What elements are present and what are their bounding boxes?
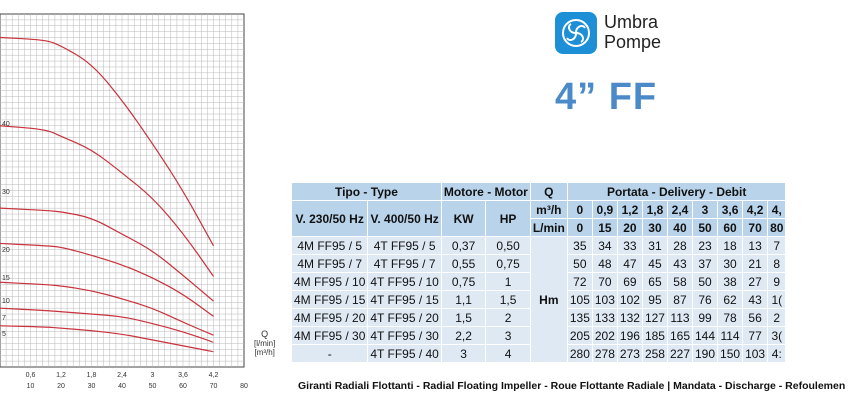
power-kw: 1,1 [441,291,485,309]
flow-lmin-4: 40 [667,219,692,237]
head-value: 48 [592,255,617,273]
head-value: 30 [718,255,743,273]
hdr-type: Tipo - Type [292,183,442,201]
y-tick-label: 15 [2,275,10,282]
flow-lmin-5: 50 [693,219,718,237]
power-hp: 0,75 [486,255,531,273]
model-400: 4T FF95 / 40 [368,345,441,363]
head-value: 21 [743,255,768,273]
flow-lmin-0: 0 [567,219,592,237]
hdr-m3h: m³/h [530,201,567,219]
flow-m3h-7: 4,2 [743,201,768,219]
head-value: 7 [768,237,786,255]
model-400: 4T FF95 / 20 [368,309,441,327]
head-value: 50 [693,273,718,291]
hdr-hp: HP [486,201,531,237]
flow-m3h-6: 3,6 [718,201,743,219]
head-value: 27 [743,273,768,291]
brand-line2: Pompe [604,32,662,52]
power-kw: 3 [441,345,485,363]
x-tick-lmin: 20 [57,383,65,390]
y-tick-label: 20 [2,247,10,254]
head-value: 34 [592,237,617,255]
head-value: 69 [617,273,642,291]
head-value: 105 [567,291,592,309]
model-400: 4T FF95 / 7 [368,255,441,273]
flow-lmin-3: 30 [642,219,667,237]
x-tick-lmin: 60 [179,383,187,390]
hdr-v230: V. 230/50 Hz [292,201,368,237]
head-value: 113 [667,309,692,327]
q-label: Q [261,329,269,339]
y-tick-label: 40 [2,121,10,128]
power-hp: 1 [486,273,531,291]
head-value: 78 [718,309,743,327]
head-value: 102 [617,291,642,309]
x-tick-lmin: 70 [209,383,218,390]
head-value: 185 [642,327,667,345]
flow-lmin-1: 15 [592,219,617,237]
head-value: 43 [667,255,692,273]
flow-m3h-0: 0 [567,201,592,219]
flow-m3h-2: 1,2 [617,201,642,219]
brand-name [604,12,661,52]
head-value: 38 [718,273,743,291]
model-230: - [292,345,368,363]
head-value: 3( [768,327,786,345]
hm-label: Hm [530,237,567,363]
q-units: [l/min] [254,339,276,348]
head-value: 33 [617,237,642,255]
head-value: 227 [667,345,692,363]
x-tick-lmin: 80 [240,383,248,390]
brand-line1: Umbra [604,12,659,32]
flow-m3h-5: 3 [693,201,718,219]
power-hp: 0,50 [486,237,531,255]
brand-logo-icon [555,12,597,54]
head-value: 114 [718,327,743,345]
model-400: 4T FF95 / 30 [368,327,441,345]
model-230: 4M FF95 / 20 [292,309,368,327]
power-kw: 0,55 [441,255,485,273]
y-tick-label: 5 [2,331,6,338]
x-tick-m3h: 0,6 [25,372,36,379]
head-value: 28 [667,237,692,255]
head-value: 58 [667,273,692,291]
head-value: 2 [768,309,786,327]
flow-lmin-8: 80 [768,219,786,237]
head-value: 202 [592,327,617,345]
head-value: 165 [667,327,692,345]
flow-m3h-4: 2,4 [667,201,692,219]
head-value: 31 [642,237,667,255]
flow-lmin-6: 60 [718,219,743,237]
head-value: 99 [693,309,718,327]
head-value: 13 [743,237,768,255]
x-tick-m3h: 1,8 [86,372,97,379]
head-value: 135 [567,309,592,327]
power-hp: 3 [486,327,531,345]
head-value: 45 [642,255,667,273]
head-value: 1( [768,291,786,309]
flow-lmin-2: 20 [617,219,642,237]
head-value: 56 [743,309,768,327]
head-value: 278 [592,345,617,363]
x-tick-m3h: 1,2 [56,372,66,379]
head-value: 127 [642,309,667,327]
model-230: 4M FF95 / 10 [292,273,368,291]
head-value: 8 [768,255,786,273]
spec-table [291,182,786,363]
power-kw: 0,37 [441,237,485,255]
table-row [292,237,786,255]
head-value: 9 [768,273,786,291]
model-230: 4M FF95 / 5 [292,237,368,255]
power-kw: 0,75 [441,273,485,291]
head-value: 72 [567,273,592,291]
model-400: 4T FF95 / 15 [368,291,441,309]
head-value: 70 [592,273,617,291]
x-tick-m3h: 3,6 [178,372,188,379]
head-value: 258 [642,345,667,363]
x-tick-lmin: 30 [87,383,96,390]
head-value: 273 [617,345,642,363]
hdr-lmin: L/min [530,219,567,237]
x-tick-m3h: 2,4 [117,372,127,379]
head-value: 103 [743,345,768,363]
power-hp: 1,5 [486,291,531,309]
model-400: 4T FF95 / 5 [368,237,441,255]
head-value: 35 [567,237,592,255]
head-value: 196 [617,327,642,345]
head-value: 37 [693,255,718,273]
flow-m3h-3: 1,8 [642,201,667,219]
flow-m3h-8: 4, [768,201,786,219]
q-units2: [m³/h] [254,348,275,357]
x-tick-lmin: 50 [148,383,157,390]
hdr-motor: Motore - Motor [441,183,530,201]
head-value: 76 [693,291,718,309]
power-hp: 2 [486,309,531,327]
head-value: 47 [617,255,642,273]
power-hp: 4 [486,345,531,363]
product-title: 4” FF [555,76,658,118]
power-kw: 1,5 [441,309,485,327]
head-value: 4: [768,345,786,363]
performance-chart [0,0,280,400]
model-230: 4M FF95 / 7 [292,255,368,273]
hdr-delivery: Portata - Delivery - Debit [567,183,786,201]
y-tick-label: 10 [2,298,10,305]
head-value: 144 [693,327,718,345]
x-tick-m3h: 4,2 [208,372,219,379]
head-value: 18 [718,237,743,255]
x-tick-m3h: 3 [150,372,155,379]
head-value: 23 [693,237,718,255]
model-230: 4M FF95 / 30 [292,327,368,345]
head-value: 133 [592,309,617,327]
head-value: 62 [718,291,743,309]
head-value: 205 [567,327,592,345]
hdr-q: Q [530,183,567,201]
head-value: 50 [567,255,592,273]
flow-m3h-1: 0,9 [592,201,617,219]
y-tick-label: 30 [2,189,10,196]
hdr-kw: KW [441,201,485,237]
hdr-v400: V. 400/50 Hz [368,201,441,237]
q-axis-label [254,330,275,357]
x-tick-lmin: 10 [26,383,35,390]
power-kw: 2,2 [441,327,485,345]
head-value: 87 [667,291,692,309]
head-value: 65 [642,273,667,291]
head-value: 95 [642,291,667,309]
footer-note: Giranti Radiali Flottanti - Radial Floating Impeller - Roue Flottante Radiale | Mandata - Discharge - Refoulemen [298,380,846,392]
head-value: 280 [567,345,592,363]
flow-lmin-7: 70 [743,219,768,237]
head-value: 150 [718,345,743,363]
x-tick-lmin: 40 [118,383,126,390]
head-value: 43 [743,291,768,309]
head-value: 190 [693,345,718,363]
model-230: 4M FF95 / 15 [292,291,368,309]
y-tick-label: 7 [2,315,6,322]
model-400: 4T FF95 / 10 [368,273,441,291]
head-value: 77 [743,327,768,345]
head-value: 132 [617,309,642,327]
head-value: 103 [592,291,617,309]
